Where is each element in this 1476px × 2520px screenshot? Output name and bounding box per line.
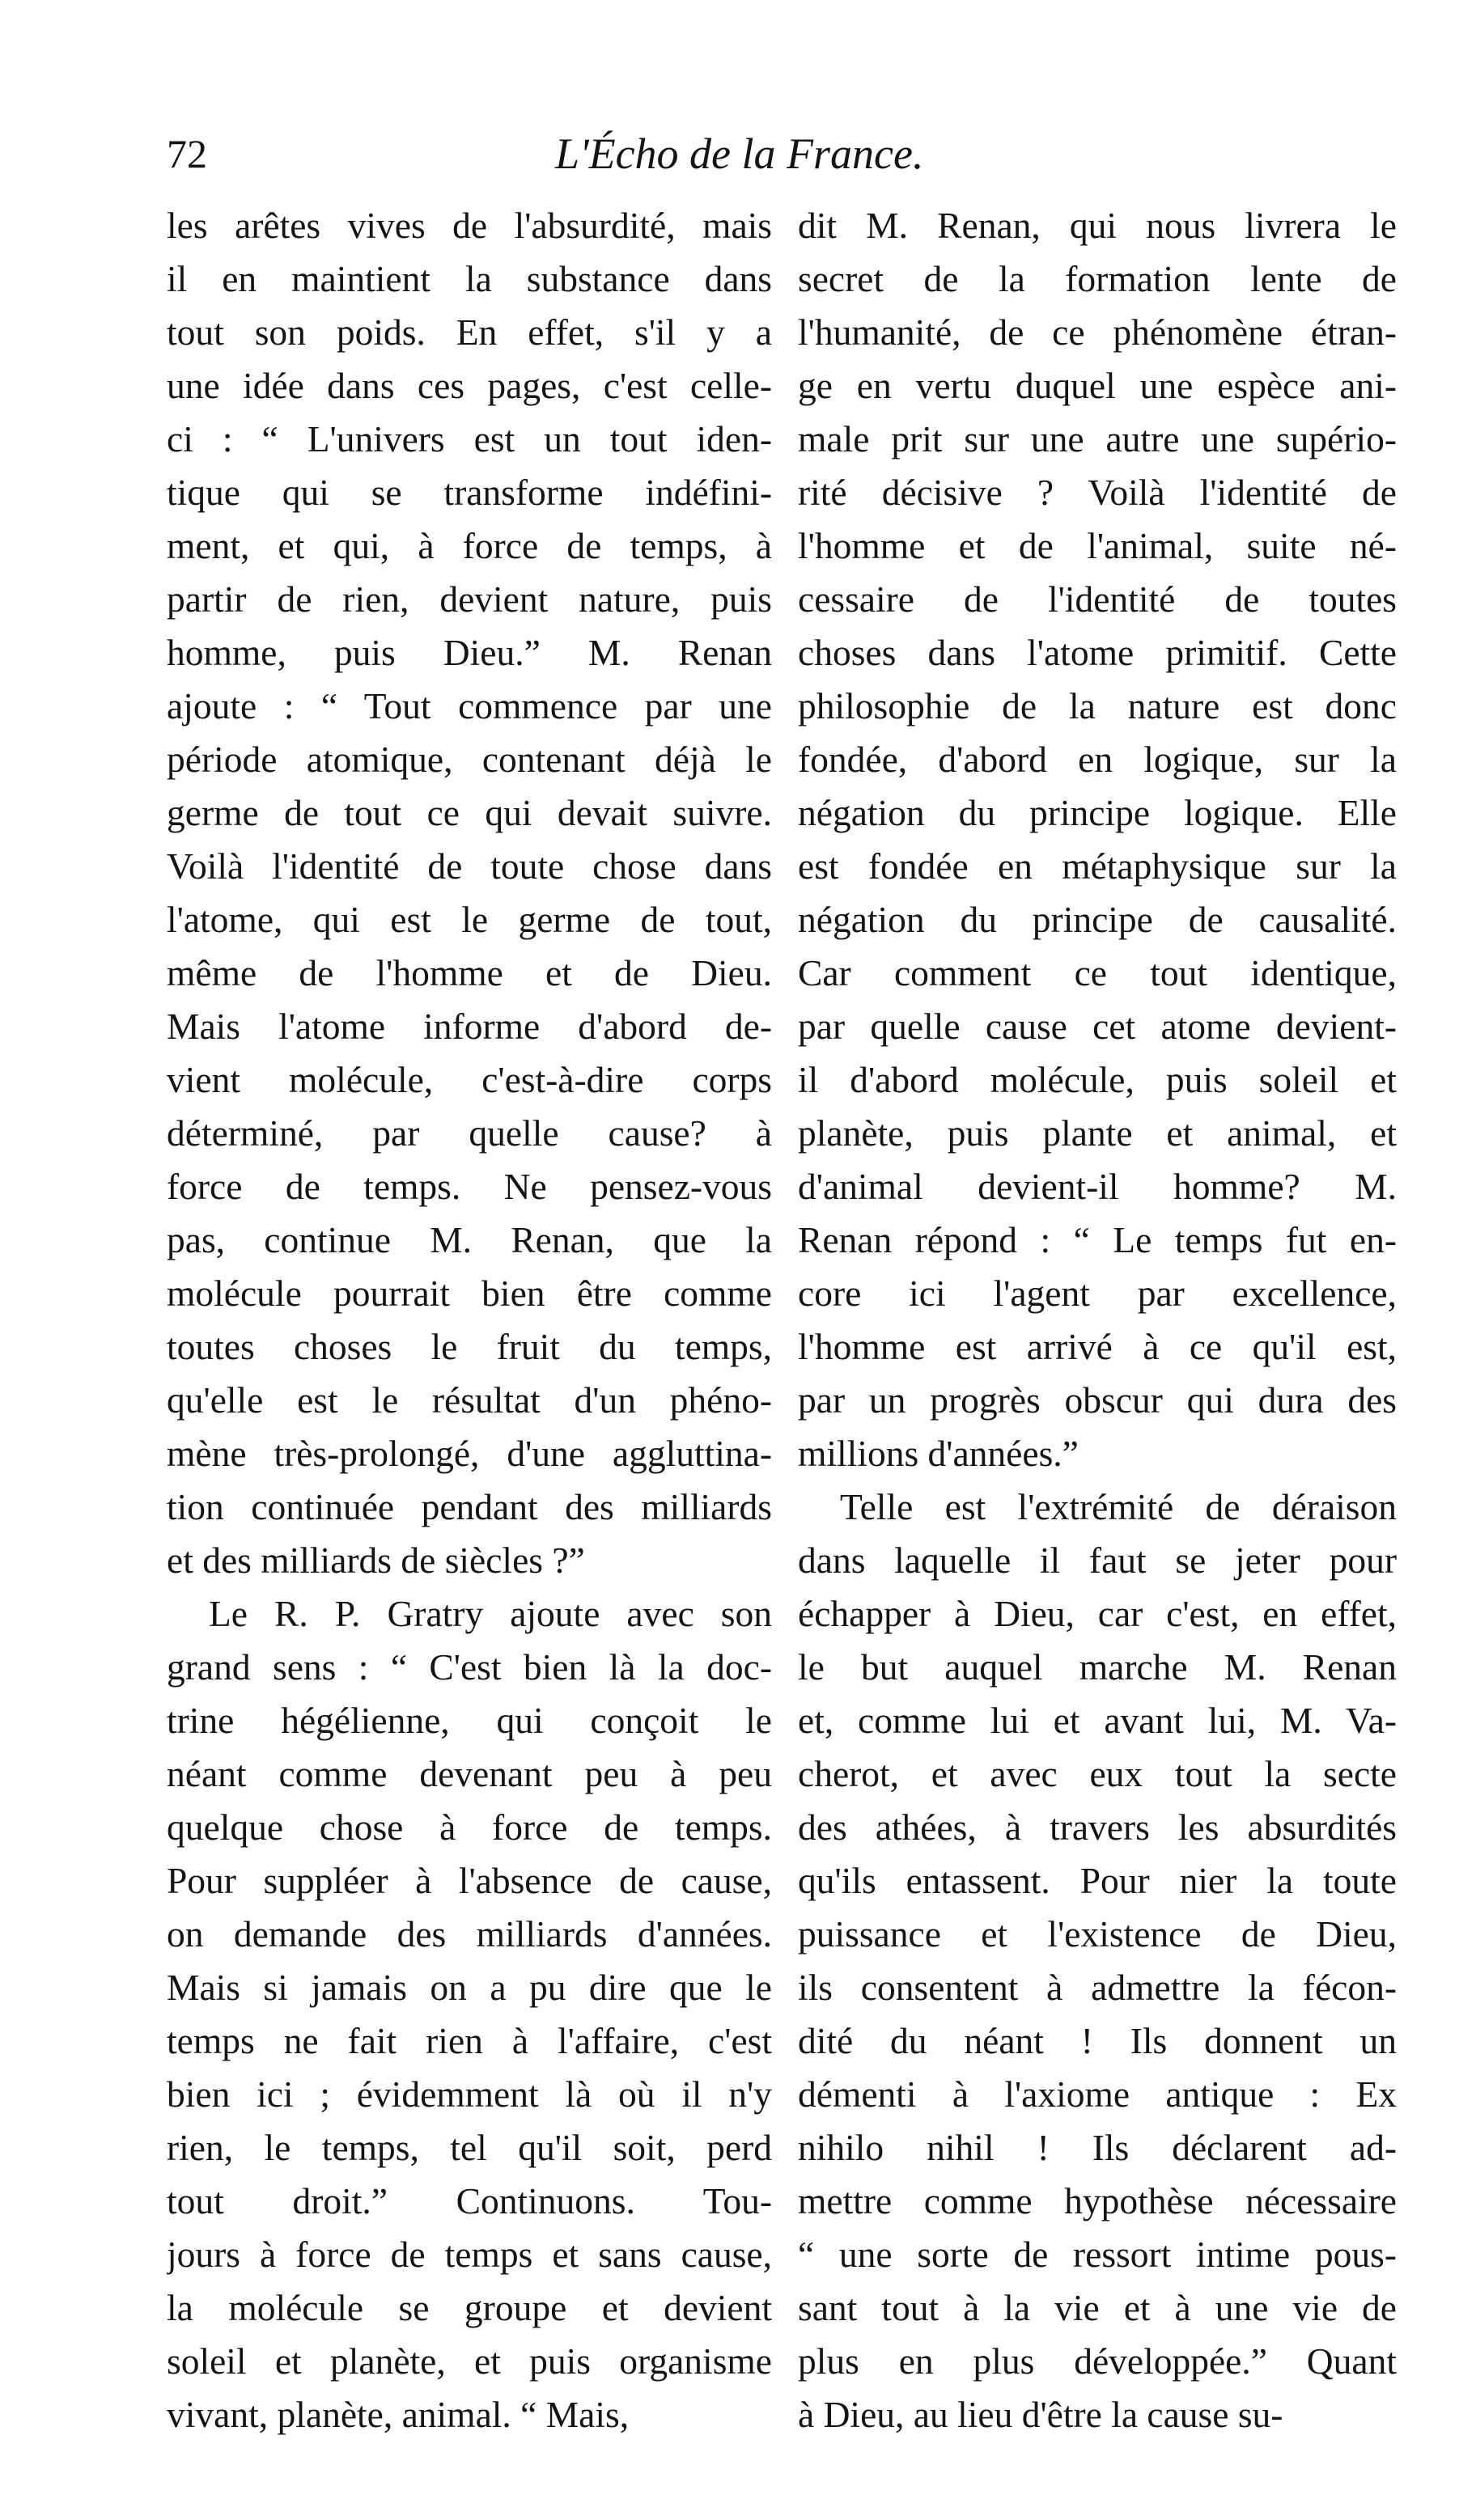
- text-line: jours à force de temps et sans cause,: [167, 2234, 772, 2275]
- text-line: négation du principe logique. Elle: [798, 792, 1397, 833]
- text-line: cherot, et avec eux tout la secte: [798, 1753, 1397, 1794]
- text-line: tion continuée pendant des milliards: [167, 1486, 772, 1527]
- text-line: échapper à Dieu, car c'est, en effet,: [798, 1593, 1397, 1634]
- text-line: millions d'années.”: [798, 1433, 1079, 1474]
- page-header: [167, 121, 1397, 186]
- text-line: puissance et l'existence de Dieu,: [798, 1913, 1397, 1955]
- text-line: cessaire de l'identité de toutes: [798, 578, 1397, 620]
- text-line: partir de rien, devient nature, puis: [167, 578, 772, 620]
- text-line: négation du principe de causalité.: [798, 899, 1397, 940]
- text-line: planète, puis plante et animal, et: [798, 1112, 1397, 1154]
- text-line: mettre comme hypothèse nécessaire: [798, 2180, 1397, 2221]
- text-line: qu'elle est le résultat d'un phéno-: [167, 1379, 772, 1421]
- text-line: ajoute : “ Tout commence par une: [167, 685, 772, 726]
- text-line: dit M. Renan, qui nous livrera le: [798, 205, 1397, 246]
- text-line: nihilo nihil ! Ils déclarent ad-: [798, 2127, 1397, 2168]
- text-line: et des milliards de siècles ?”: [167, 1540, 585, 1581]
- text-line: tout son poids. En effet, s'il y a: [167, 311, 772, 353]
- text-line: trine hégélienne, qui conçoit le: [167, 1700, 772, 1741]
- text-line: d'animal devient-il homme? M.: [798, 1166, 1397, 1207]
- text-line: molécule pourrait bien être comme: [167, 1273, 772, 1314]
- text-line: période atomique, contenant déjà le: [167, 739, 772, 780]
- text-line: des athées, à travers les absurdités: [798, 1806, 1397, 1848]
- page-number: 72: [167, 131, 207, 176]
- text-line: Mais l'atome informe d'abord de-: [167, 1006, 772, 1047]
- text-line: ils consentent à admettre la fécon-: [798, 1967, 1397, 2008]
- text-line: tique qui se transforme indéfini-: [167, 472, 772, 513]
- text-line: rien, le temps, tel qu'il soit, perd: [167, 2127, 772, 2168]
- running-title: L'Écho de la France.: [555, 129, 924, 178]
- text-line: pas, continue M. Renan, que la: [167, 1219, 772, 1260]
- text-line: Voilà l'identité de toute chose dans: [167, 845, 772, 887]
- text-line: l'humanité, de ce phénomène étran-: [798, 311, 1397, 353]
- text-line: est fondée en métaphysique sur la: [798, 845, 1397, 887]
- text-line: dans laquelle il faut se jeter pour: [798, 1540, 1397, 1581]
- text-line: ge en vertu duquel une espèce ani-: [798, 365, 1397, 406]
- text-line: et, comme lui et avant lui, M. Va-: [798, 1700, 1397, 1741]
- text-line: on demande des milliards d'années.: [167, 1913, 772, 1955]
- text-line: par un progrès obscur qui dura des: [798, 1379, 1397, 1421]
- text-line: quelque chose à force de temps.: [167, 1806, 772, 1848]
- text-line: les arêtes vives de l'absurdité, mais: [167, 205, 772, 246]
- text-line: “ une sorte de ressort intime pous-: [798, 2234, 1397, 2275]
- text-line: dité du néant ! Ils donnent un: [798, 2020, 1397, 2061]
- text-line: même de l'homme et de Dieu.: [167, 952, 772, 993]
- text-line: plus en plus développée.” Quant: [798, 2340, 1397, 2382]
- text-line: choses dans l'atome primitif. Cette: [798, 632, 1397, 673]
- text-line: Pour suppléer à l'absence de cause,: [167, 1860, 772, 1901]
- text-line: qu'ils entassent. Pour nier la toute: [798, 1860, 1397, 1901]
- text-line: il en maintient la substance dans: [167, 258, 772, 299]
- text-line: l'homme et de l'animal, suite né-: [798, 525, 1397, 566]
- left-text-column: [167, 199, 772, 2442]
- text-line: core ici l'agent par excellence,: [798, 1273, 1397, 1314]
- text-line: le but auquel marche M. Renan: [798, 1646, 1397, 1688]
- text-line: mène très-prolongé, d'une aggluttina-: [167, 1433, 772, 1474]
- text-line: une idée dans ces pages, c'est celle-: [167, 365, 772, 406]
- text-line: Le R. P. Gratry ajoute avec son: [209, 1593, 772, 1634]
- text-line: l'atome, qui est le germe de tout,: [167, 899, 772, 940]
- text-line: il d'abord molécule, puis soleil et: [798, 1059, 1397, 1100]
- text-line: vient molécule, c'est-à-dire corps: [167, 1059, 772, 1100]
- text-line: ment, et qui, à force de temps, à: [167, 525, 772, 566]
- text-line: la molécule se groupe et devient: [167, 2287, 772, 2328]
- text-line: Renan répond : “ Le temps fut en-: [798, 1219, 1397, 1260]
- text-line: Car comment ce tout identique,: [798, 952, 1397, 993]
- text-line: sant tout à la vie et à une vie de: [798, 2287, 1397, 2328]
- text-line: néant comme devenant peu à peu: [167, 1753, 772, 1794]
- text-line: force de temps. Ne pensez-vous: [167, 1166, 772, 1207]
- text-line: germe de tout ce qui devait suivre.: [167, 792, 772, 833]
- text-line: grand sens : “ C'est bien là la doc-: [167, 1646, 772, 1688]
- text-line: par quelle cause cet atome devient-: [798, 1006, 1397, 1047]
- text-line: rité décisive ? Voilà l'identité de: [798, 472, 1397, 513]
- text-line: temps ne fait rien à l'affaire, c'est: [167, 2020, 772, 2061]
- right-text-column: [798, 199, 1397, 2442]
- text-line: homme, puis Dieu.” M. Renan: [167, 632, 772, 673]
- text-line: bien ici ; évidemment là où il n'y: [167, 2073, 772, 2115]
- text-line: Telle est l'extrémité de déraison: [840, 1486, 1397, 1527]
- text-line: vivant, planète, animal. “ Mais,: [167, 2394, 630, 2435]
- text-line: soleil et planète, et puis organisme: [167, 2340, 772, 2382]
- text-line: démenti à l'axiome antique : Ex: [798, 2073, 1397, 2115]
- text-line: déterminé, par quelle cause? à: [167, 1112, 772, 1154]
- text-line: male prit sur une autre une supério-: [798, 418, 1397, 460]
- text-line: toutes choses le fruit du temps,: [167, 1326, 772, 1367]
- text-line: l'homme est arrivé à ce qu'il est,: [798, 1326, 1397, 1367]
- text-line: Mais si jamais on a pu dire que le: [167, 1967, 772, 2008]
- text-line: à Dieu, au lieu d'être la cause su-: [798, 2394, 1283, 2435]
- text-line: tout droit.” Continuons. Tou-: [167, 2180, 772, 2221]
- text-line: ci : “ L'univers est un tout iden-: [167, 418, 772, 460]
- text-line: secret de la formation lente de: [798, 258, 1397, 299]
- text-line: fondée, d'abord en logique, sur la: [798, 739, 1397, 780]
- text-line: philosophie de la nature est donc: [798, 685, 1397, 726]
